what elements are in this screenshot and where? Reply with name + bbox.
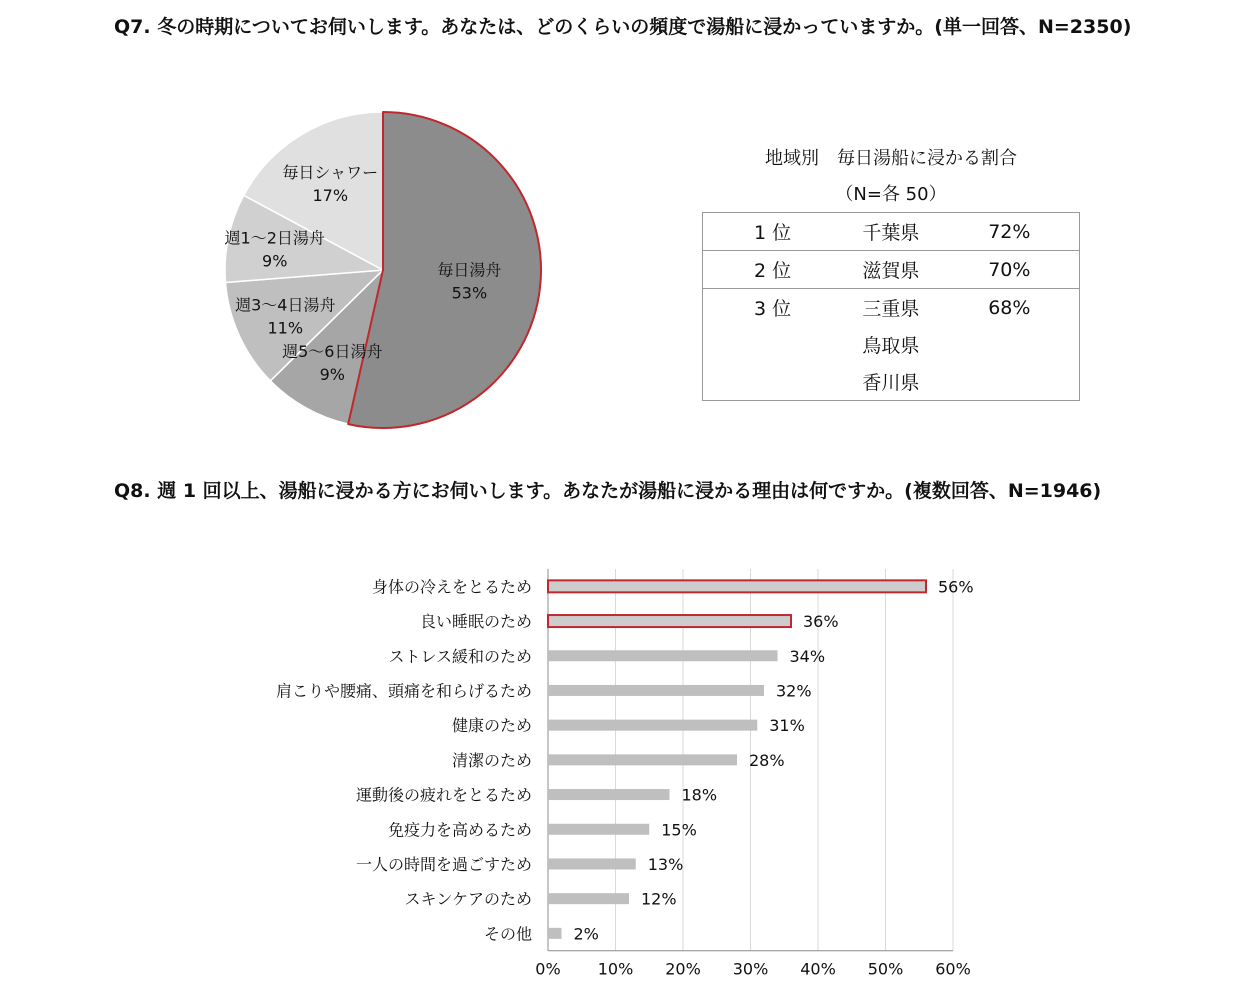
value-cell: 70% [940, 251, 1080, 289]
bar [548, 928, 562, 939]
reasons-bar-chart [0, 560, 1241, 1000]
x-tick-label: 10% [597, 959, 634, 979]
bars [548, 580, 926, 939]
bar-value-label: 13% [647, 854, 684, 874]
bar [548, 754, 737, 765]
x-tick-label: 50% [867, 959, 904, 979]
prefecture-cell: 香川県 [862, 372, 920, 394]
value-cell [940, 326, 1080, 363]
bar-value-label: 28% [749, 750, 785, 770]
ranking-title: 地域別 毎日湯船に浸かる割合 [765, 148, 1017, 169]
bar [548, 824, 649, 835]
slice-value-label: 17% [312, 185, 349, 205]
category-labels [276, 577, 532, 943]
slice-label: 毎日シャワー [282, 162, 379, 182]
category-label: ストレス緩和のため [388, 646, 532, 666]
table-row [703, 289, 1080, 327]
category-label: 身体の冷えをとるため [371, 577, 532, 597]
x-tick-labels [535, 960, 970, 979]
bar [548, 615, 791, 627]
ranking-subtitle: （N=各 50） [835, 184, 947, 205]
slice-label: 週1～2日湯舟 [224, 228, 325, 248]
category-label: スキンケアのため [404, 889, 532, 909]
category-label: 免疫力を高めるため [387, 820, 532, 840]
category-label: 運動後の疲れをとるため [355, 785, 532, 805]
bar-value-label: 32% [776, 681, 812, 701]
bar [548, 858, 636, 869]
bar-value-label: 12% [641, 889, 677, 909]
slice-label: 毎日湯舟 [437, 260, 502, 280]
table-row [703, 326, 1080, 363]
prefecture-cell: 三重県 [842, 289, 939, 327]
value-cell: 72% [940, 213, 1080, 251]
prefecture-cell: 鳥取県 [862, 335, 920, 357]
category-label: 健康のため [451, 716, 532, 736]
category-label: 肩こりや腰痛、頭痛を和らげるため [275, 681, 532, 701]
category-label: その他 [483, 924, 532, 944]
bar [548, 650, 778, 661]
bar [548, 685, 764, 696]
bar-value-label: 36% [803, 612, 839, 632]
bar-value-label: 15% [661, 820, 697, 840]
rank-cell [703, 363, 843, 401]
ranking-table [702, 212, 1080, 401]
slice-label: 週3～4日湯舟 [235, 295, 336, 315]
bar [548, 893, 629, 904]
bar [548, 720, 757, 731]
rank-cell: 2 位 [703, 251, 843, 289]
bar-value-label: 34% [789, 646, 826, 666]
prefecture-cell: 千葉県 [842, 213, 939, 251]
q7-title: Q7. 冬の時期についてお伺いします。あなたは、どのくらいの頻度で湯船に浸かっていますか。(単一回答、N=2350) [114, 16, 1132, 38]
table-row [703, 213, 1080, 251]
slice-value-label: 53% [451, 283, 488, 303]
q8-title: Q8. 週 1 回以上、湯船に浸かる方にお伺いします。あなたが湯船に浸かる理由は何ですか。(複数回答、N=1946) [114, 480, 1102, 502]
table-row [703, 251, 1080, 289]
bar-value-label: 56% [938, 577, 974, 597]
bar [548, 789, 670, 800]
category-label: 一人の時間を過ごすため [355, 854, 532, 874]
x-tick-label: 20% [665, 959, 701, 979]
x-tick-label: 30% [732, 959, 769, 979]
rank-cell [703, 326, 843, 363]
rank-cell: 1 位 [703, 213, 843, 251]
table-row [703, 363, 1080, 401]
value-cell [940, 363, 1080, 401]
frequency-pie-chart [200, 100, 580, 440]
category-label: 清潔のため [451, 750, 532, 770]
bar-value-label: 18% [681, 785, 718, 805]
x-tick-label: 0% [535, 959, 561, 979]
slice-value-label: 9% [319, 365, 345, 385]
bar-value-label: 31% [769, 716, 805, 736]
slice-value-label: 9% [262, 251, 288, 271]
value-cell: 68% [940, 289, 1080, 327]
slice-value-label: 11% [267, 318, 304, 338]
prefecture-cell: 滋賀県 [842, 251, 939, 289]
bar-value-label: 2% [573, 924, 599, 944]
slice-label: 週5～6日湯舟 [282, 342, 383, 362]
bar [548, 580, 926, 592]
rank-cell: 3 位 [703, 289, 843, 327]
x-tick-label: 60% [935, 959, 971, 979]
category-label: 良い睡眠のため [419, 612, 532, 632]
x-tick-label: 40% [800, 959, 836, 979]
